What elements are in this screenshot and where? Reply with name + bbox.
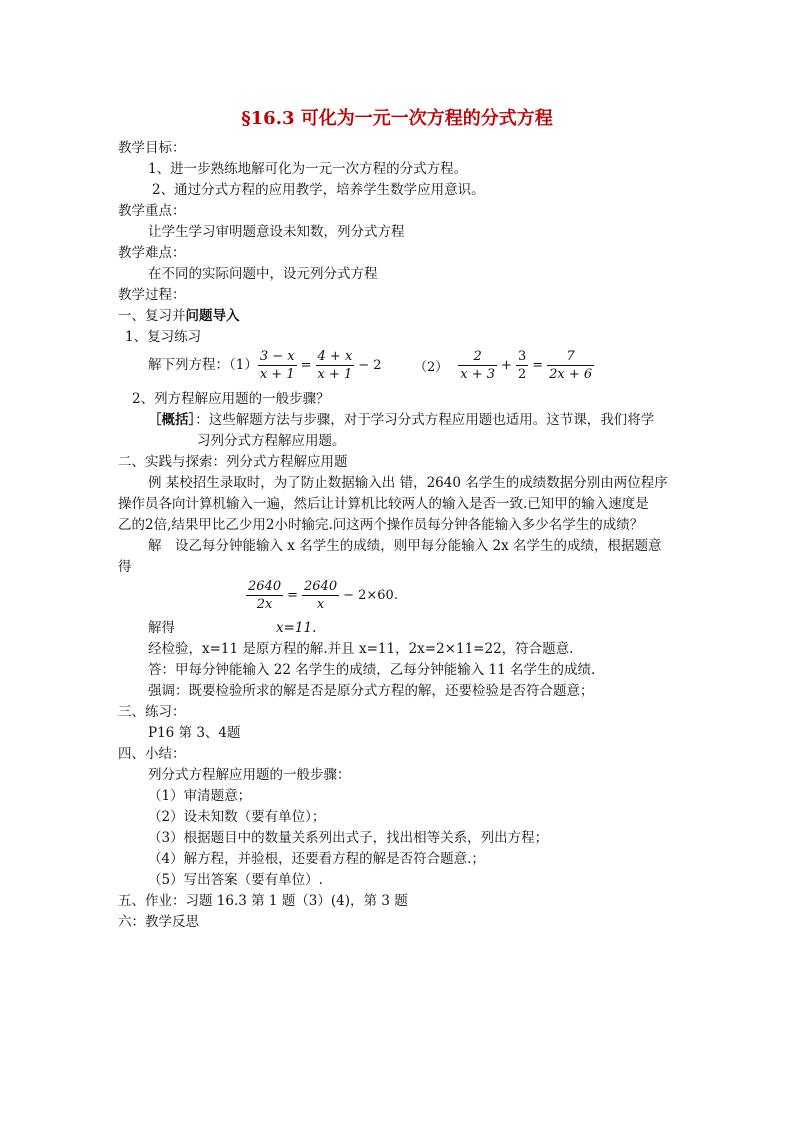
step-5: （5）写出答案（要有单位）. bbox=[148, 872, 323, 888]
goals-heading: 教学目标： bbox=[118, 140, 186, 156]
eq2-f3-numerator: 7 bbox=[547, 348, 594, 366]
summary-text-1: ：这些解题方法与步骤，对于学习分式方程应用题也适用。这节课，我们将学 bbox=[195, 412, 655, 428]
example-line-2: 操作员各向计算机输入一遍，然后让计算机比较两人的输入是否一致.已知甲的输入速度是 bbox=[118, 496, 649, 512]
eq2-label: （2） bbox=[414, 359, 449, 375]
section-5-homework: 五、作业：习题 16.3 第 1 题（3）(4)，第 3 题 bbox=[118, 893, 408, 909]
key-text: 让学生学习审明题意设未知数，列分式方程 bbox=[148, 224, 405, 240]
eq3-tail: − 2×60. bbox=[343, 587, 398, 603]
equation-2 bbox=[414, 345, 594, 385]
summary-tag: ［概括］ bbox=[148, 412, 196, 428]
eq1-fraction-1 bbox=[258, 348, 297, 383]
eq1-f1-numerator: 3 − x bbox=[259, 348, 295, 364]
step-3: （3）根据题目中的数量关系列出式子，找出相等关系，列出方程； bbox=[148, 830, 549, 846]
review-2: 2、列方程解应用题的一般步骤？ bbox=[132, 391, 330, 407]
section-4-heading: 四、小结： bbox=[118, 746, 186, 762]
eq2-fraction-1 bbox=[458, 348, 497, 383]
key-heading: 教学重点： bbox=[118, 203, 186, 219]
eq3-f1-denominator: 2x bbox=[256, 596, 273, 612]
solved-label: 解得 bbox=[148, 620, 175, 636]
solution-line-1: 解 设乙每分钟能输入 x 名学生的成绩，则甲每分能输入 2x 名学生的成绩，根据题意 bbox=[148, 538, 662, 554]
solved-value: x=11. bbox=[276, 620, 317, 636]
eq2-fraction-3 bbox=[547, 348, 594, 383]
summary-line-1 bbox=[148, 410, 654, 430]
example-line-1: 例 某校招生录取时，为了防止数据输入出 错，2640 名学生的成绩数据分别由两位程序 bbox=[148, 475, 668, 491]
steps-heading: 列分式方程解应用题的一般步骤： bbox=[148, 767, 351, 783]
eq3-f2-denominator: x bbox=[316, 596, 325, 612]
exercise-text: P16 第 3、4题 bbox=[148, 725, 241, 741]
step-2: （2）设未知数（要有单位）； bbox=[148, 809, 326, 825]
difficulty-text: 在不同的实际问题中，设元列分式方程 bbox=[148, 266, 378, 282]
check-line: 经检验，x=11 是原方程的解.并且 x=11，2x=2×11=22，符合题意. bbox=[148, 641, 574, 657]
example-line-3: 乙的2倍,结果甲比乙少用2小时输完.问这两个操作员每分钟各能输入多少名学生的成绩？ bbox=[118, 517, 644, 533]
eq2-plus: + bbox=[501, 357, 512, 373]
eq2-f2-numerator: 3 bbox=[517, 348, 527, 364]
eq2-f3-denominator: 2x + 6 bbox=[549, 366, 593, 382]
eq1-equals: = bbox=[300, 357, 312, 373]
eq2-f2-denominator: 2 bbox=[517, 366, 527, 382]
eq1-f2-denominator: x + 1 bbox=[317, 366, 353, 382]
process-heading: 教学过程： bbox=[118, 287, 186, 303]
section-1-prefix: 一、复习并 bbox=[118, 308, 186, 324]
summary-line-2: 习列分式方程解应用题。 bbox=[197, 433, 346, 449]
emphasis-line: 强调：既要检验所求的解是否是原分式方程的解，还要检验是否符合题意； bbox=[148, 683, 594, 699]
eq1-fraction-2 bbox=[316, 348, 355, 383]
solve-label: 解下列方程：（1） bbox=[148, 357, 258, 373]
section-6-reflection: 六：教学反思 bbox=[118, 914, 199, 930]
eq3-f2-numerator: 2640 bbox=[304, 578, 338, 594]
step-4: （4）解方程，并验根，还要看方程的解是否符合题意.； bbox=[148, 851, 485, 867]
eq1-f2-numerator: 4 + x bbox=[317, 348, 353, 364]
solution-line-2: 得 bbox=[118, 559, 132, 575]
eq3-fraction-1 bbox=[246, 578, 283, 613]
difficulty-heading: 教学难点： bbox=[118, 245, 186, 261]
page-title: §16.3 可化为一元一次方程的分式方程 bbox=[241, 108, 553, 129]
eq3-equals: = bbox=[287, 587, 298, 603]
section-1-heading bbox=[118, 306, 240, 326]
eq2-f1-denominator: x + 3 bbox=[460, 366, 496, 382]
eq1-tail: − 2 bbox=[358, 357, 382, 373]
goal-1: 1、进一步熟练地解可化为一元一次方程的分式方程。 bbox=[148, 161, 468, 177]
equation-3 bbox=[246, 574, 402, 616]
eq3-f1-numerator: 2640 bbox=[248, 578, 282, 594]
eq3-fraction-2 bbox=[302, 578, 339, 613]
review-heading: 1、复习练习 bbox=[125, 329, 202, 345]
section-1-bold: 问题导入 bbox=[185, 308, 240, 324]
answer-line: 答：甲每分钟能输入 22 名学生的成绩，乙每分钟能输入 11 名学生的成绩. bbox=[148, 662, 596, 678]
eq2-fraction-2 bbox=[516, 348, 528, 383]
goal-2: 2、通过分式方程的应用教学，培养学生数学应用意识。 bbox=[152, 182, 485, 198]
eq2-equals: = bbox=[532, 357, 544, 373]
eq2-f1-numerator: 2 bbox=[458, 348, 497, 366]
step-1: （1）审清题意； bbox=[148, 788, 252, 804]
section-2-heading: 二、实践与探索：列分式方程解应用题 bbox=[118, 454, 348, 470]
section-3-heading: 三、练习： bbox=[118, 704, 186, 720]
eq1-f1-denominator: x + 1 bbox=[259, 366, 295, 382]
equation-1 bbox=[148, 345, 386, 385]
